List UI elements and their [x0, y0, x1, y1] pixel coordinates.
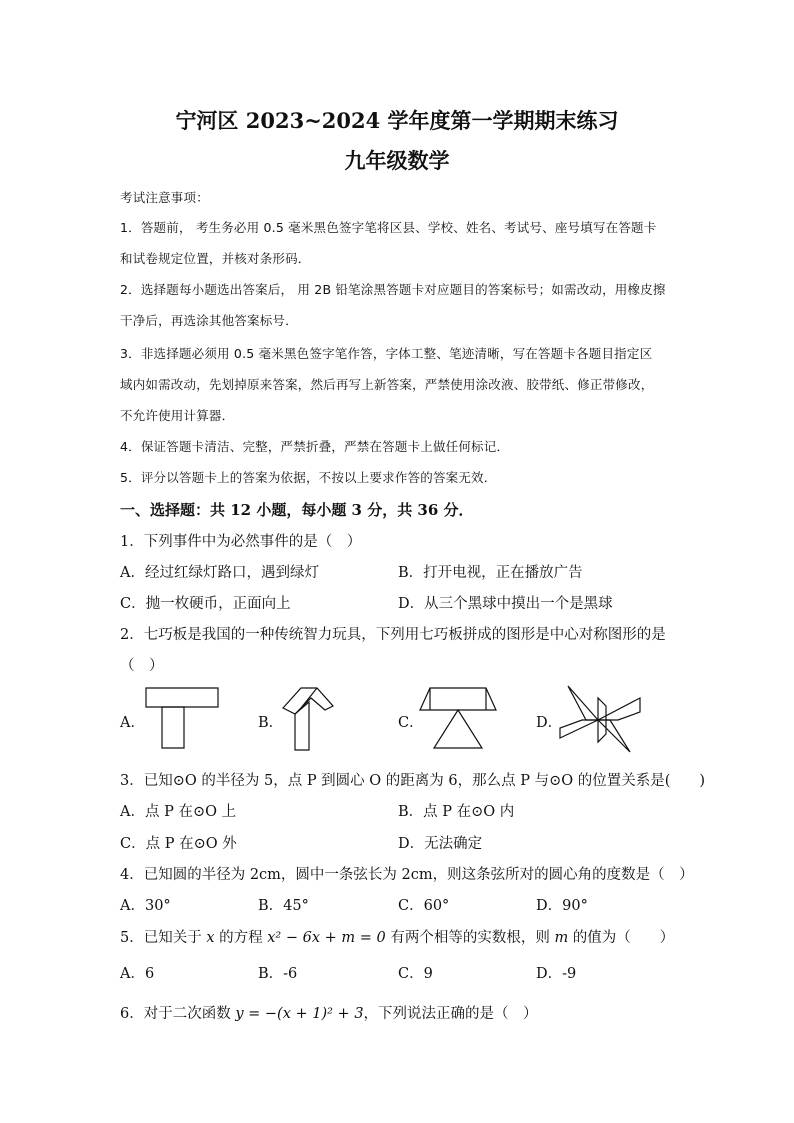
question-5-option-c: C．9: [398, 966, 433, 982]
question-5-stem-end: 的值为（ ）: [568, 930, 675, 946]
figure-d-blade-2: [598, 698, 640, 720]
figure-d-blade-3: [560, 720, 598, 738]
figure-a-top-bar: [146, 688, 218, 707]
section-heading: 一、选择题：共 12 小题，每小题 3 分，共 36 分．: [120, 501, 474, 519]
tangram-figure-b: [279, 686, 337, 752]
variable-x: x: [206, 930, 215, 946]
notice-line: 域内如需改动，先划掉原来答案，然后再写上新答案，严禁使用涂改液、胶带纸、修正带修改，: [120, 377, 654, 392]
question-4-option-d: D．90°: [536, 898, 588, 914]
notice-line: 3．非选择题必须用 0.5 毫米黑色签字笔作答，字体工整、笔迹清晰，写在答题卡各题目指定区: [120, 346, 653, 361]
equation: x² − 6x + m = 0: [267, 930, 386, 946]
notice-line: 不允许使用计算器．: [120, 408, 235, 423]
tangram-figure-c: [420, 688, 500, 750]
figure-d-blade-4: [598, 720, 630, 752]
question-5-stem-post: 有两个相等的实数根，则: [385, 930, 555, 946]
question-6-stem-post: ，下列说法正确的是（ ）: [363, 1006, 538, 1022]
notice-heading: 考试注意事项：: [120, 190, 209, 205]
question-2-stem-paren: （ ）: [120, 658, 164, 674]
exam-title: 宁河区 2023~2024 学年度第一学期期末练习: [175, 108, 619, 133]
figure-a-stem: [162, 707, 184, 748]
notice-line: 2．选择题每小题选出答案后， 用 2B 铅笔涂黑答题卡对应题目的答案标号；如需改动，用橡皮擦: [120, 282, 666, 297]
question-2-label-a: A．: [120, 715, 145, 731]
question-3-stem: 3．已知⊙O 的半径为 5，点 P 到圆心 O 的距离为 6，那么点 P 与⊙O 的位置关系是( ): [120, 773, 706, 789]
question-2-label-c: C．: [398, 715, 424, 731]
quadratic-function: y = −(x + 1)² + 3: [235, 1006, 364, 1022]
question-6-stem-pre: 6．对于二次函数: [120, 1006, 236, 1022]
question-6-stem: [120, 1002, 538, 1023]
question-3-option-a: A．点 P 在⊙O 上: [120, 804, 237, 820]
question-5-stem: [120, 926, 674, 947]
figure-d-blade-1: [568, 686, 598, 720]
question-2-stem: 2．七巧板是我国的一种传统智力玩具，下列用七巧板拼成的图形是中心对称图形的是: [120, 627, 666, 643]
exam-subtitle: 九年级数学: [344, 148, 450, 173]
notice-line: 4．保证答题卡清洁、完整，严禁折叠，严禁在答题卡上做任何标记．: [120, 439, 510, 454]
question-2-label-b: B．: [258, 715, 284, 731]
question-3-option-c: C．点 P 在⊙O 外: [120, 836, 237, 852]
question-4-option-b: B．45°: [258, 898, 309, 914]
question-4-option-a: A．30°: [120, 898, 171, 914]
question-5-option-b: B．-6: [258, 966, 298, 982]
figure-b-arrow-head: [283, 688, 333, 714]
notice-line: 和试卷规定位置，并核对条形码．: [120, 251, 311, 266]
notice-line: 1．答题前， 考生务必用 0.5 毫米黑色签字笔将区县、学校、姓名、考试号、座号填写在答题卡: [120, 220, 657, 235]
variable-m: m: [554, 930, 569, 946]
question-5-stem-mid: 的方程: [214, 930, 268, 946]
question-2-label-d: D．: [536, 715, 563, 731]
question-1-option-a: A．经过红绿灯路口，遇到绿灯: [120, 565, 319, 581]
figure-b-stem: [295, 702, 309, 750]
question-5-option-d: D．-9: [536, 966, 577, 982]
question-5-option-a: A．6: [120, 966, 155, 982]
notice-line: 5．评分以答题卡上的答案为依据，不按以上要求作答的答案无效．: [120, 470, 497, 485]
notice-line: 干净后，再选涂其他答案标号．: [120, 313, 298, 328]
question-1-option-b: B．打开电视，正在播放广告: [398, 565, 583, 581]
question-1-option-c: C．抛一枚硬币，正面向上: [120, 596, 291, 612]
tangram-figure-d: [558, 684, 642, 754]
question-1-option-d: D．从三个黑球中摸出一个是黑球: [398, 596, 613, 612]
question-4-option-c: C．60°: [398, 898, 450, 914]
figure-c-triangle: [434, 710, 482, 748]
question-5-stem-pre: 5．已知关于: [120, 930, 207, 946]
question-4-stem: 4．已知圆的半径为 2cm，圆中一条弦长为 2cm，则这条弦所对的圆心角的度数是（ ）: [120, 867, 694, 883]
question-3-option-d: D．无法确定: [398, 836, 483, 852]
tangram-figure-a: [144, 688, 220, 750]
question-1-stem: 1．下列事件中为必然事件的是（ ）: [120, 534, 362, 550]
question-3-option-b: B．点 P 在⊙O 内: [398, 804, 515, 820]
figure-c-trapezoid: [420, 688, 496, 710]
